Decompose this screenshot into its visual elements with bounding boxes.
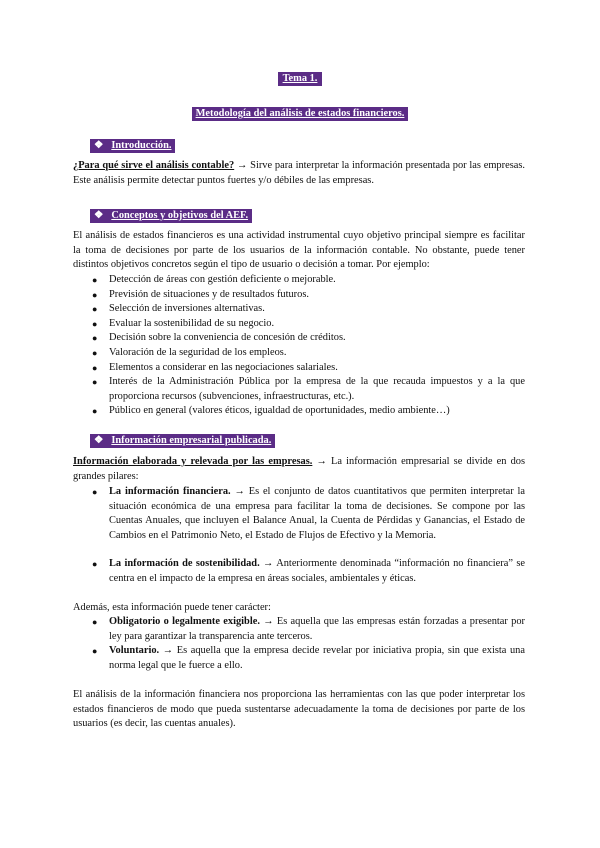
character-term: Obligatorio o legalmente exigible.: [109, 616, 260, 627]
section-heading-label: Conceptos y objetivos del AEF.: [111, 210, 249, 221]
bullet-dot-icon: ●: [92, 275, 98, 285]
section-heading-label: Información empresarial publicada.: [111, 435, 272, 446]
list-item-text: Previsión de situaciones y de resultados futuros.: [109, 288, 309, 300]
bullet-dot-icon: ●: [92, 333, 98, 344]
list-item: [73, 644, 525, 673]
intro-paragraph: [73, 159, 525, 188]
bullet-dot-icon: ●: [92, 289, 98, 300]
list-item-text: Elementos a considerar en las negociaciones salariales.: [109, 361, 338, 373]
published-paragraph: [73, 455, 525, 484]
section-heading-intro: [90, 139, 175, 153]
list-item-text: Interés de la Administración Pública por la empresa de la que recauda impuestos y a la que proporciona recursos (subvenciones, infraestructuras, etc.).: [109, 376, 525, 402]
title-row: [0, 72, 600, 87]
character-term: Voluntario.: [109, 645, 160, 657]
character-text: → Es aquella que las empresas están forzadas a presentar por ley para garantizar la transparencia ante terceros.: [109, 616, 525, 642]
pillars-list-2: [73, 557, 525, 586]
list-item-text: Decisión sobre la conveniencia de concesión de créditos.: [109, 332, 346, 344]
character-intro: Además, esta información puede tener carácter:: [73, 602, 271, 613]
list-item: [73, 557, 525, 586]
list-item: [73, 346, 525, 361]
list-item: [73, 375, 525, 404]
list-item-text: Selección de inversiones alternativas.: [109, 303, 265, 315]
list-item-text: Valoración de la seguridad de los empleos.: [109, 346, 287, 358]
bullet-dot-icon: ●: [92, 347, 98, 358]
list-item-text: Evaluar la sostenibilidad de su negocio.: [109, 317, 275, 329]
list-item: [73, 317, 525, 332]
page-title: Tema 1.: [278, 72, 323, 86]
pillar-text: → Es el conjunto de datos cuantitativos que permiten interpretar la situación económica de una empresa para facilitar la toma de decisiones. Se compone por las Cuentas Anuales, que incluyen el Balance Anual, la Cuenta de Pérdidas y Ganancias, el Estado de Cambios en el Patrimonio Neto, el Estado de Flujos de Efectivo y la Memoria.: [109, 486, 525, 541]
list-item: [73, 288, 525, 303]
pillar-text: → Anteriormente denominada “información no financiera” se centra en el impacto de la empresa en áreas sociales, ambientales y éticas.: [109, 558, 525, 584]
page-subtitle: Metodología del análisis de estados financieros.: [192, 107, 409, 121]
closing-paragraph: El análisis de la información financiera nos proporciona las herramientas con las que poder interpretar los estados financieros de modo que pueda sustentarse adecuadamente la toma de decisiones por parte de los usuarios (es decir, las cuentas anuales).: [73, 689, 525, 730]
bullet-dot-icon: ●: [92, 377, 98, 388]
intro-question: ¿Para qué sirve el análisis contable?: [73, 160, 235, 171]
diamond-bullet-icon: ❖: [94, 435, 104, 446]
section-heading-published: [90, 434, 275, 448]
diamond-bullet-icon: ❖: [94, 210, 104, 221]
character-list: [73, 615, 525, 673]
diamond-bullet-icon: ❖: [94, 140, 104, 151]
list-item: [73, 361, 525, 376]
list-item: [73, 404, 525, 419]
character-text: → Es aquella que la empresa decide revelar por iniciativa propia, sin que exista una norma legal que le fuerce a ello.: [109, 645, 525, 671]
published-lead: Información elaborada y relevada por las empresas.: [73, 456, 313, 467]
bullet-dot-icon: ●: [92, 406, 98, 417]
concepts-list: [73, 273, 525, 419]
intro-answer: → Sirve para interpretar la información presentada por las empresas. Este análisis permite detectar puntos fuertes y/o débiles de las empresas.: [73, 160, 525, 186]
bullet-dot-icon: ●: [92, 318, 98, 329]
pillar-term: La información de sostenibilidad.: [109, 558, 260, 569]
bullet-dot-icon: ●: [92, 559, 98, 569]
list-item-text: Detección de áreas con gestión deficiente o mejorable.: [109, 274, 336, 285]
bullet-dot-icon: ●: [92, 646, 98, 657]
published-lead-rest: → La información empresarial se divide en dos grandes pilares:: [73, 456, 525, 482]
concepts-paragraph: El análisis de estados financieros es una actividad instrumental cuyo objetivo principal siempre es facilitar la toma de decisiones por parte de los usuarios de la información contable. No obstante, puede tener distintos objetivos concretos según el tipo de usuario o decisión a tomar. Por ejemplo:: [73, 230, 525, 271]
list-item: [73, 485, 525, 543]
list-item: [73, 331, 525, 346]
subtitle-row: [0, 107, 600, 122]
section-heading-label: Introducción.: [111, 140, 172, 151]
pillar-term: La información financiera.: [109, 486, 231, 497]
list-item: [73, 273, 525, 288]
section-heading-concepts: [90, 209, 252, 223]
bullet-dot-icon: ●: [92, 362, 98, 373]
list-item: [73, 615, 525, 644]
bullet-dot-icon: ●: [92, 304, 98, 315]
list-item-text: Público en general (valores éticos, igualdad de oportunidades, medio ambiente…): [109, 405, 450, 417]
list-item: [73, 302, 525, 317]
bullet-dot-icon: ●: [92, 617, 98, 627]
bullet-dot-icon: ●: [92, 487, 98, 497]
pillars-list-1: [73, 485, 525, 543]
